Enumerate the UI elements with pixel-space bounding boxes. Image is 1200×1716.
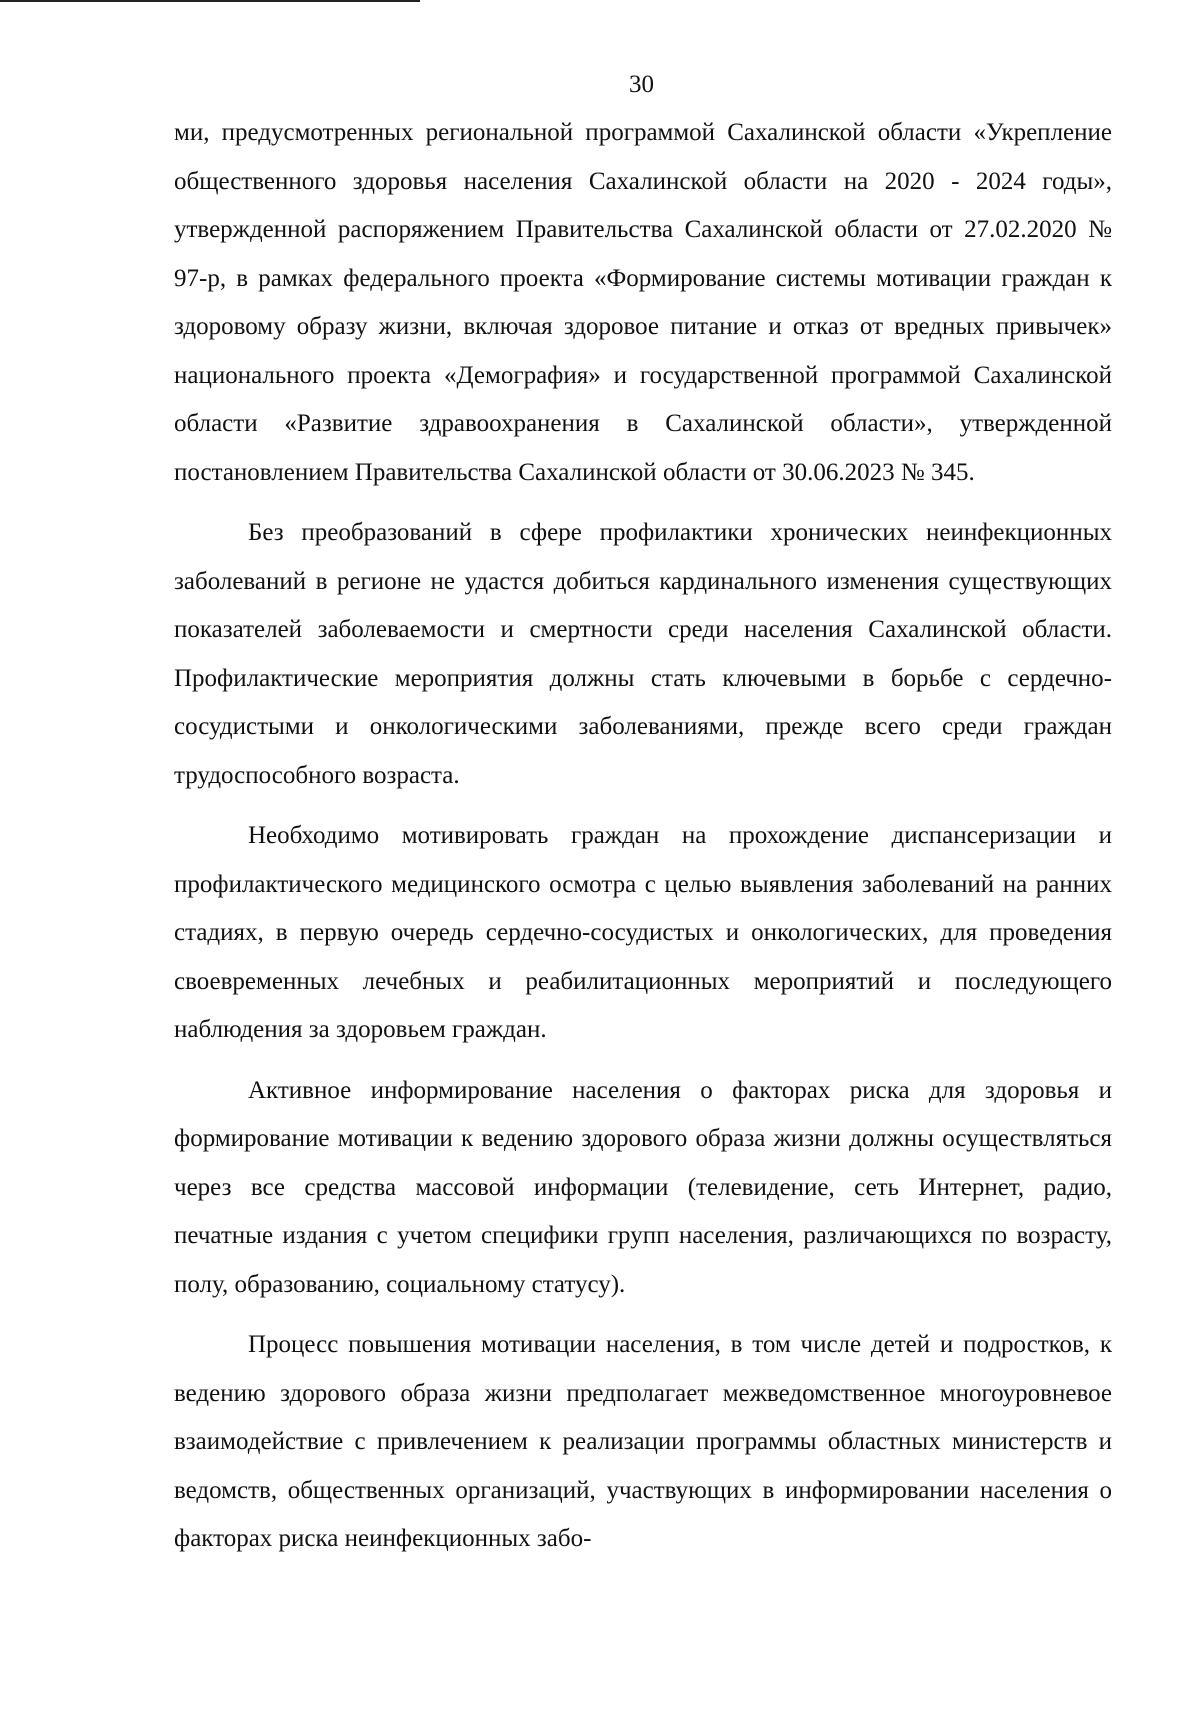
paragraph-screening-motivation: Необходимо мотивировать граждан на прохождение диспансеризации и профилактического медицинского осмотра с целью выявления заболеваний на ранних стадиях, в первую очередь сердечно-сосудистых и онкологических, для проведения своевременных лечебных и реабилитационных мероприятий и последующего наблюдения за здоровьем граждан. — [174, 822, 1112, 1043]
top-border-line — [0, 0, 420, 2]
page-number: 30 — [629, 71, 654, 98]
paragraph-prevention-reforms: Без преобразований в сфере профилактики хронических неинфекционных заболеваний в регионе не удастся добиться кардинального изменения существующих показателей заболеваемости и смертности среди населения Сахалинской области. Профилактические мероприятия должны стать ключевыми в борьбе с сердечно-сосудистыми и онкологическими заболеваниями, прежде всего среди граждан трудоспособного возраста. — [174, 519, 1112, 789]
paragraph-continuation: ми, предусмотренных региональной программой Сахалинской области «Укрепление общественного здоровья населения Сахалинской области на 2020 - 2024 годы», утвержденной распоряжением Правительства Сахалинской области от 27.02.2020 № 97-р, в рамках федерального проекта «Формирование системы мотивации граждан к здоровому образу жизни, включая здоровое питание и отказ от вредных привычек» национального проекта «Демография» и государственной программой Сахалинской области «Развитие здравоохранения в Сахалинской области», утвержденной постановлением Правительства Сахалинской области от 30.06.2023 № 345. — [174, 119, 1112, 486]
paragraph-media-informing: Активное информирование населения о факторах риска для здоровья и формирование мотивации к ведению здорового образа жизни должны осуществляться через все средства массовой информации (телевидение, сеть Интернет, радио, печатные издания с учетом специфики групп населения, различающихся по возрасту, полу, образованию, социальному статусу). — [174, 1076, 1112, 1298]
paragraph-interagency-cooperation: Процесс повышения мотивации населения, в том числе детей и подростков, к ведению здорового образа жизни предполагает межведомственное многоуровневое взаимодействие с привлечением к реализации программы областных министерств и ведомств, общественных организаций, участвующих в информировании населения о факторах риска неинфекционных забо- — [174, 1331, 1112, 1552]
document-body — [174, 109, 1112, 1576]
